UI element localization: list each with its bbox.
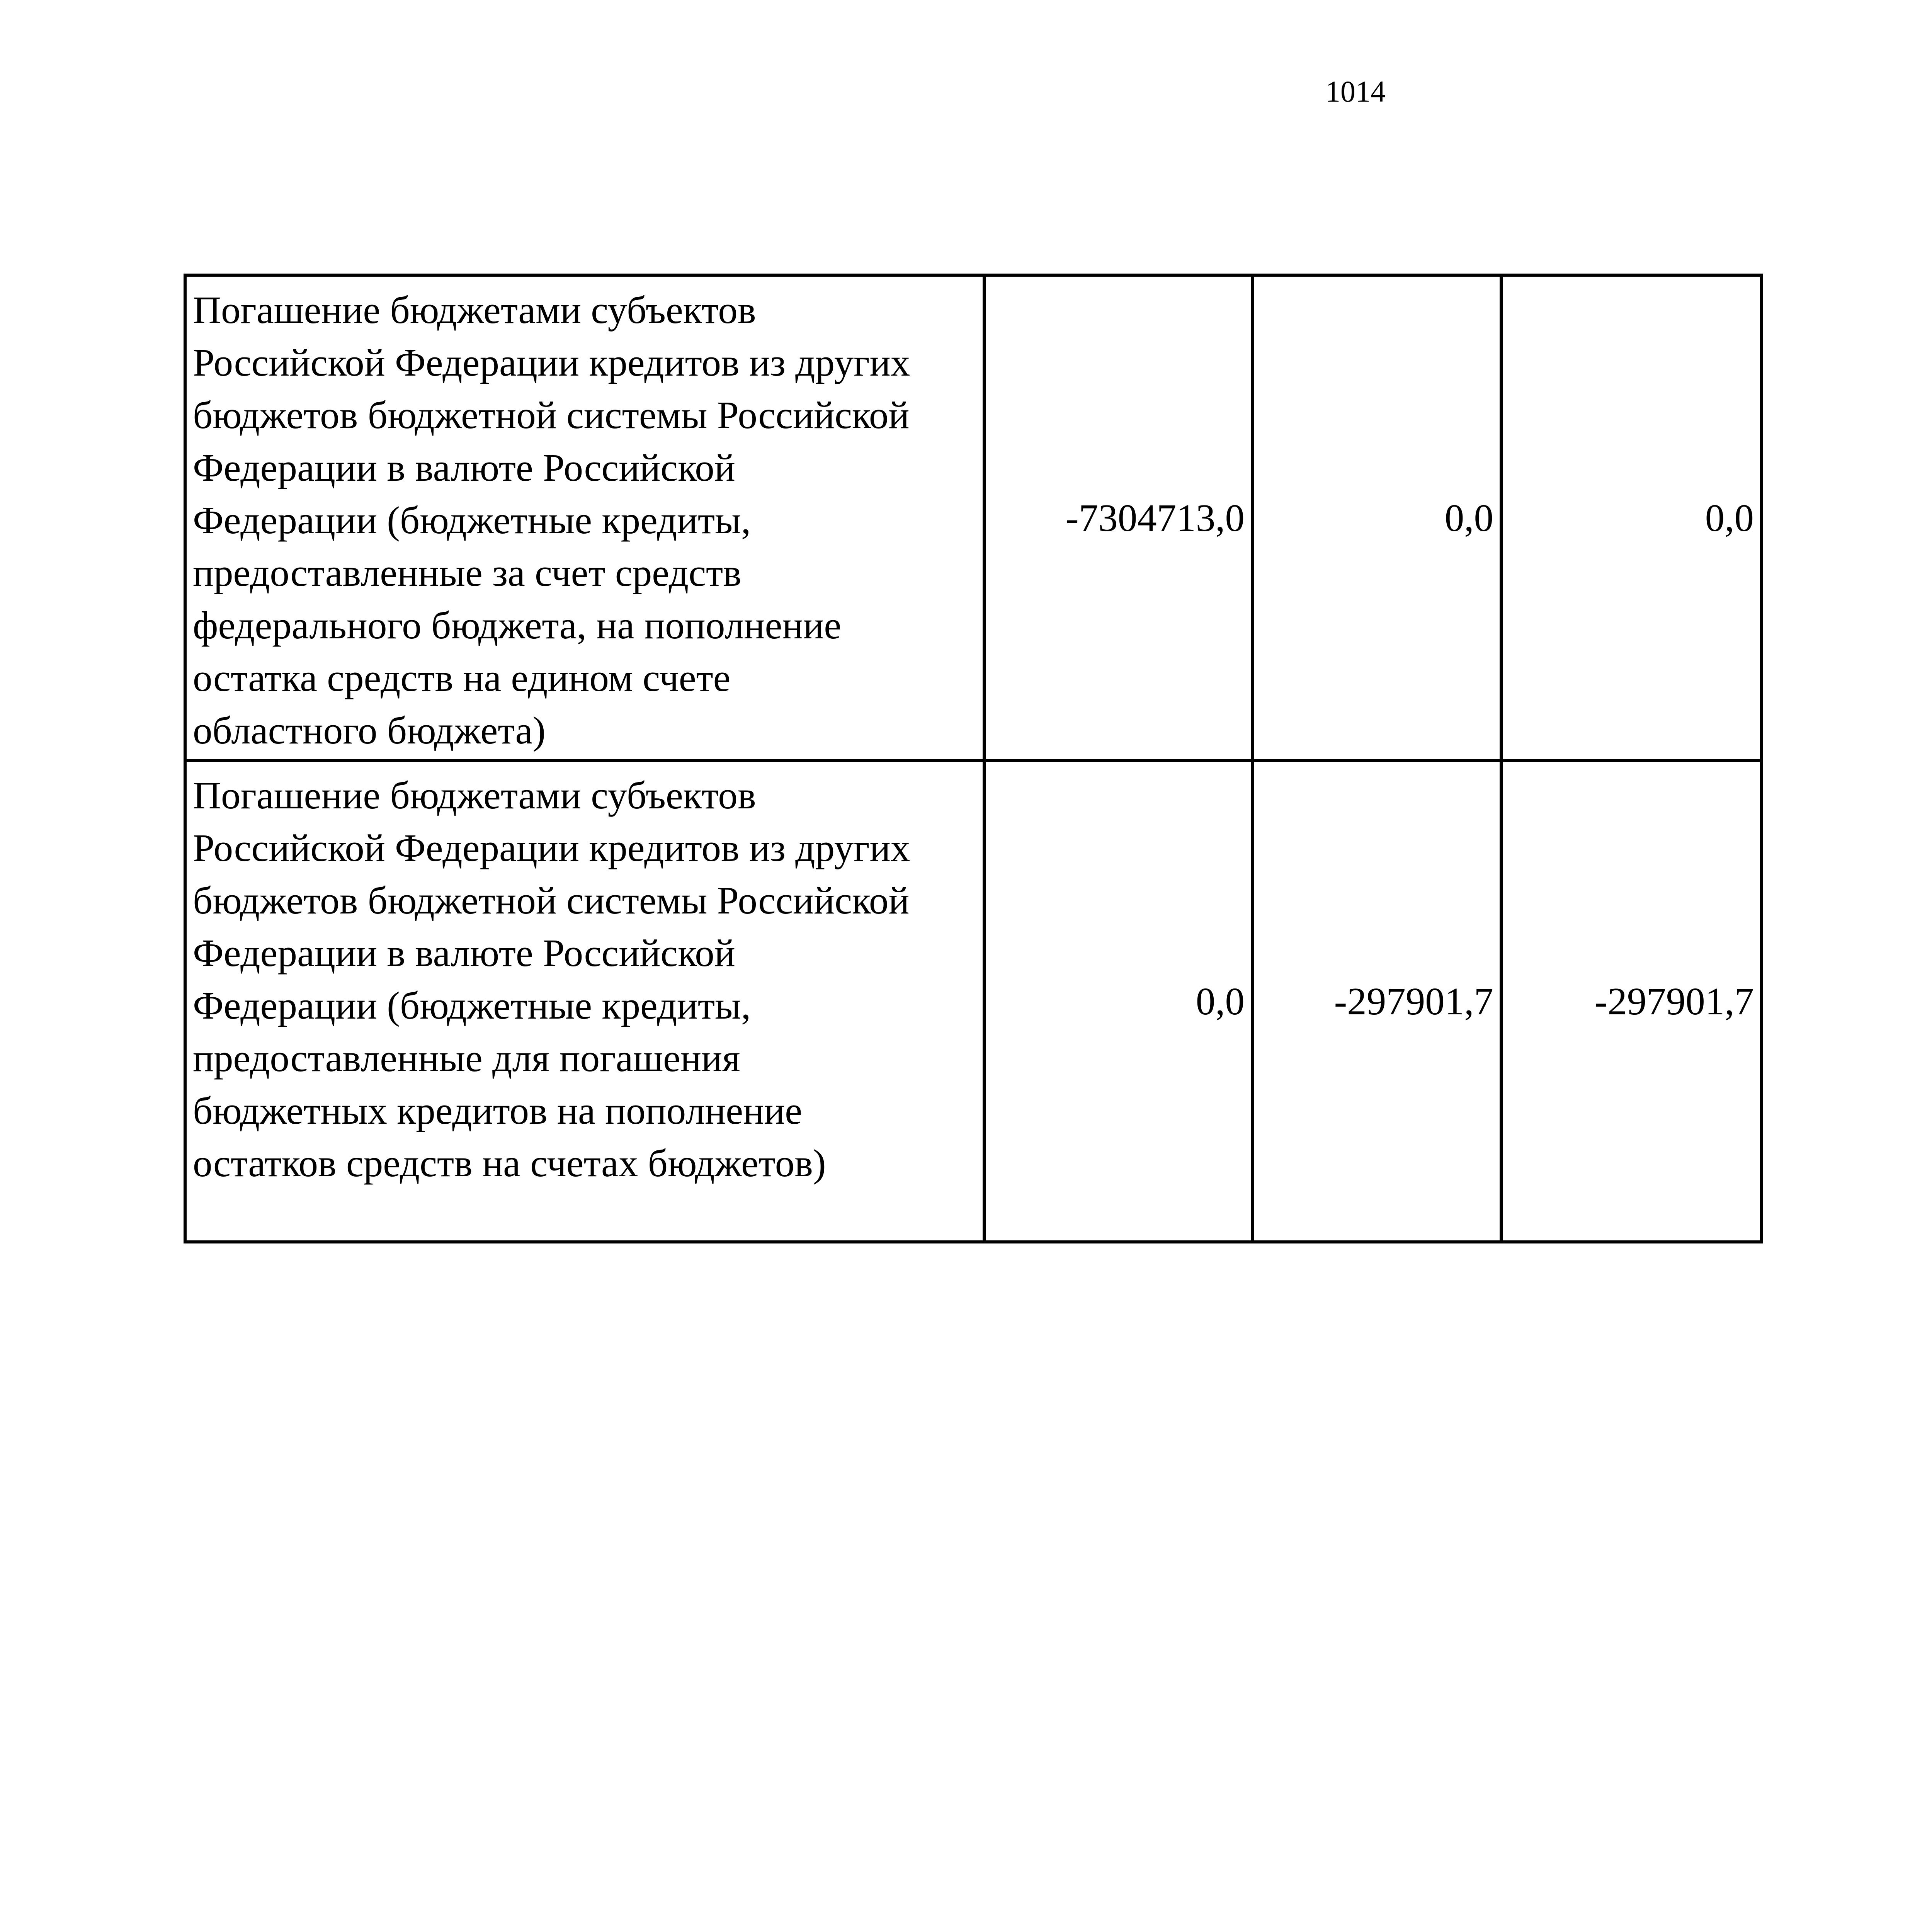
row-value-1: -7304713,0: [984, 275, 1252, 760]
row-value-2: 0,0: [1252, 275, 1501, 760]
budget-table: [184, 274, 1763, 1243]
table-row: [185, 275, 1762, 760]
row-value-3: -297901,7: [1501, 760, 1762, 1242]
row-value-1: 0,0: [984, 760, 1252, 1242]
row-value-3: 0,0: [1501, 275, 1762, 760]
row-description: Погашение бюджетами субъектов Российской Федерации кредитов из других бюджетов бюджетной системы Российской Федерации в валюте Российской Федерации (бюджетные кредиты, предоставленные для погашения бюджетных кредитов на пополнение остатков средств на счетах бюджетов): [185, 760, 984, 1242]
table-row: [185, 760, 1762, 1242]
row-description: Погашение бюджетами субъектов Российской Федерации кредитов из других бюджетов бюджетной системы Российской Федерации в валюте Российской Федерации (бюджетные кредиты, предоставленные за счет средств федерального бюджета, на пополнение остатка средств на едином счете областного бюджета): [185, 275, 984, 760]
page-number: 1014: [1325, 75, 1386, 108]
row-value-2: -297901,7: [1252, 760, 1501, 1242]
